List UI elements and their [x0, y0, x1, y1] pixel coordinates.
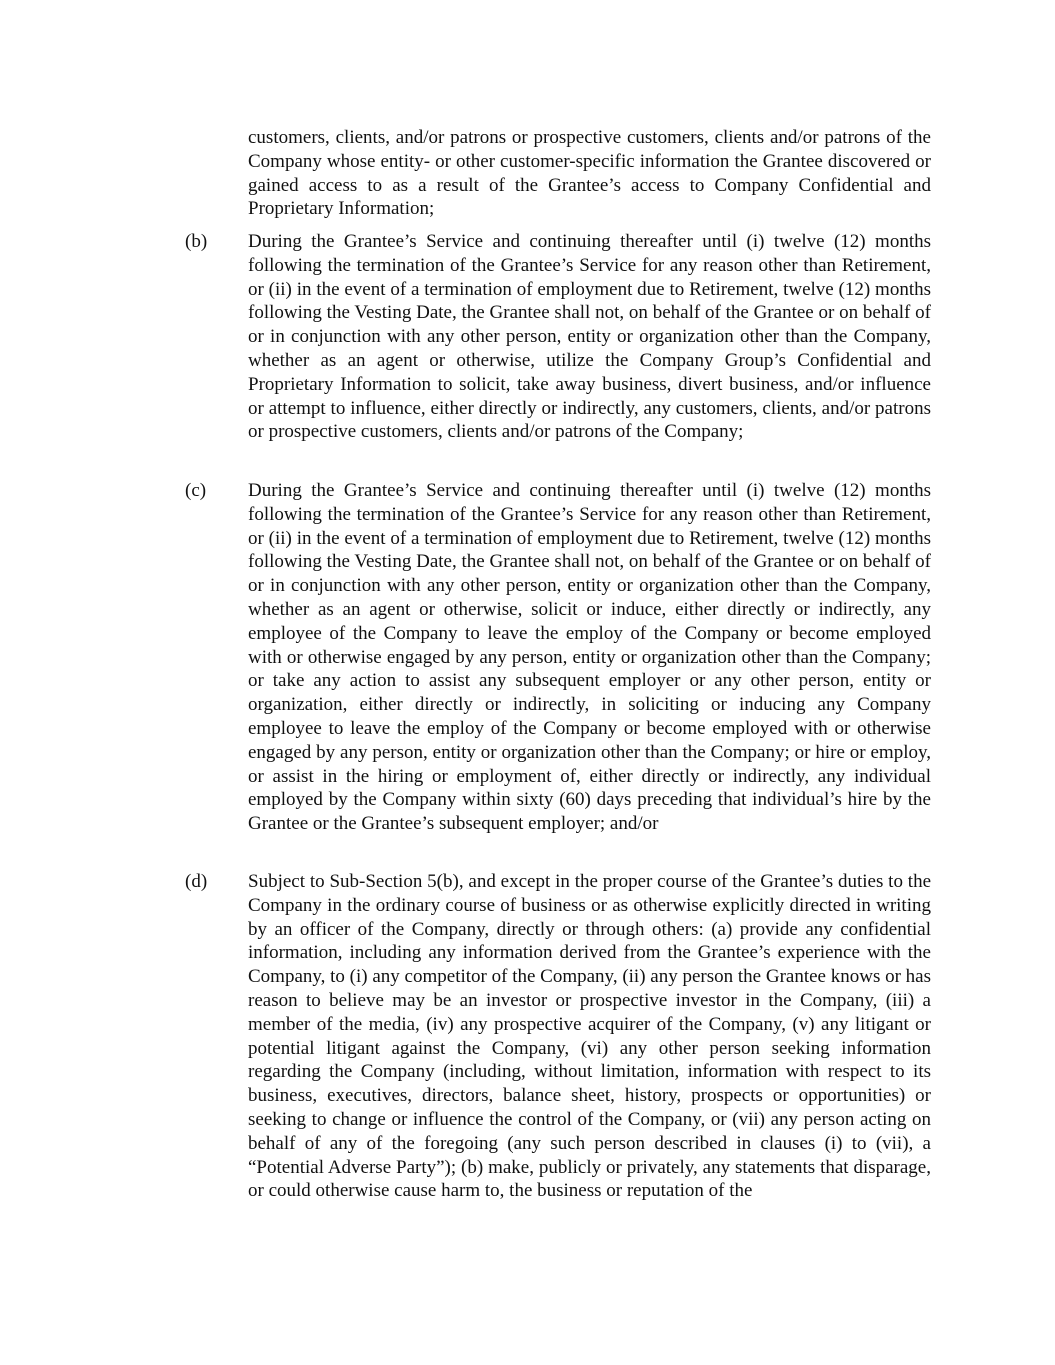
item-paragraph-d: Subject to Sub-Section 5(b), and except in the proper course of the Grantee’s duties to the Company in the ordinary course of business or as otherwise explicitly directed in writing by an officer of the Company, directly or through others: (a) provide any confidential information, including any information derived from the Grantee’s experience with the Company, to (i) any competitor of the Company, (ii) any person the Grantee knows or has reason to believe may be an investor or prospective investor in the Company, (iii) a member of the media, (iv) any prospective acquirer of the Company, (v) any litigant or potential litigant against the Company, (vi) any other person seeking information regarding the Company (including, without limitation, information with respect to its business, executives, directors, balance sheet, history, prospects or opportunities) or seeking to change or influence the control of the Company, or (vii) any person acting on behalf of any of the foregoing (any such person described in clauses (i) to (vii), a “Potential Adverse Party”); (b) make, publicly or privately, any statements that disparage, or could otherwise cause harm to, the business or reputation of the [248, 871, 931, 1202]
item-paragraph-b: During the Grantee’s Service and continuing thereafter until (i) twelve (12) months following the termination of the Grantee’s Service for any reason other than Retirement, or (ii) in the event of a termination of employment due to Retirement, twelve (12) months following the Vesting Date, the Grantee shall not, on behalf of the Grantee or on behalf of or in conjunction with any other person, entity or organization other than the Company, whether as an agent or otherwise, utilize the Company Group’s Confidential and Proprietary Information to solicit, take away business, divert business, and/or influence or attempt to influence, either directly or indirectly, any customers, clients, and/or patrons or prospective customers, clients and/or patrons of the Company; [248, 231, 931, 443]
item-label-c: (c) [185, 480, 207, 501]
item-paragraph-c: During the Grantee’s Service and continuing thereafter until (i) twelve (12) months following the termination of the Grantee’s Service for any reason other than Retirement, or (ii) in the event of a termination of employment due to Retirement, twelve (12) months following the Vesting Date, the Grantee shall not, on behalf of the Grantee or on behalf of or in conjunction with any other person, entity or organization other than the Company, whether as an agent or otherwise, solicit or induce, either directly or indirectly, any employee of the Company to leave the employ of the Company or become employed with or otherwise engaged by any person, entity or organization other than the Company; or take any action to assist any subsequent employer or any other person, entity or organization, either directly or indirectly, in soliciting or inducing any Company employee to leave the employ of the Company or become employed with or otherwise engaged by any person, entity or organization other than the Company; or hire or employ, or assist in the hiring or employment of, either directly or indirectly, any individual employed by the Company within sixty (60) days preceding that individual’s hire by the Grantee or the Grantee’s subsequent employer; and/or [248, 480, 931, 835]
continuation-paragraph: customers, clients, and/or patrons or prospective customers, clients and/or patrons of the Company whose entity- or other customer-specific information the Grantee discovered or gained access to as a result of the Grantee’s access to Company Confidential and Proprietary Information; [248, 127, 931, 220]
item-label-b: (b) [185, 231, 208, 252]
item-label-d: (d) [185, 871, 208, 892]
